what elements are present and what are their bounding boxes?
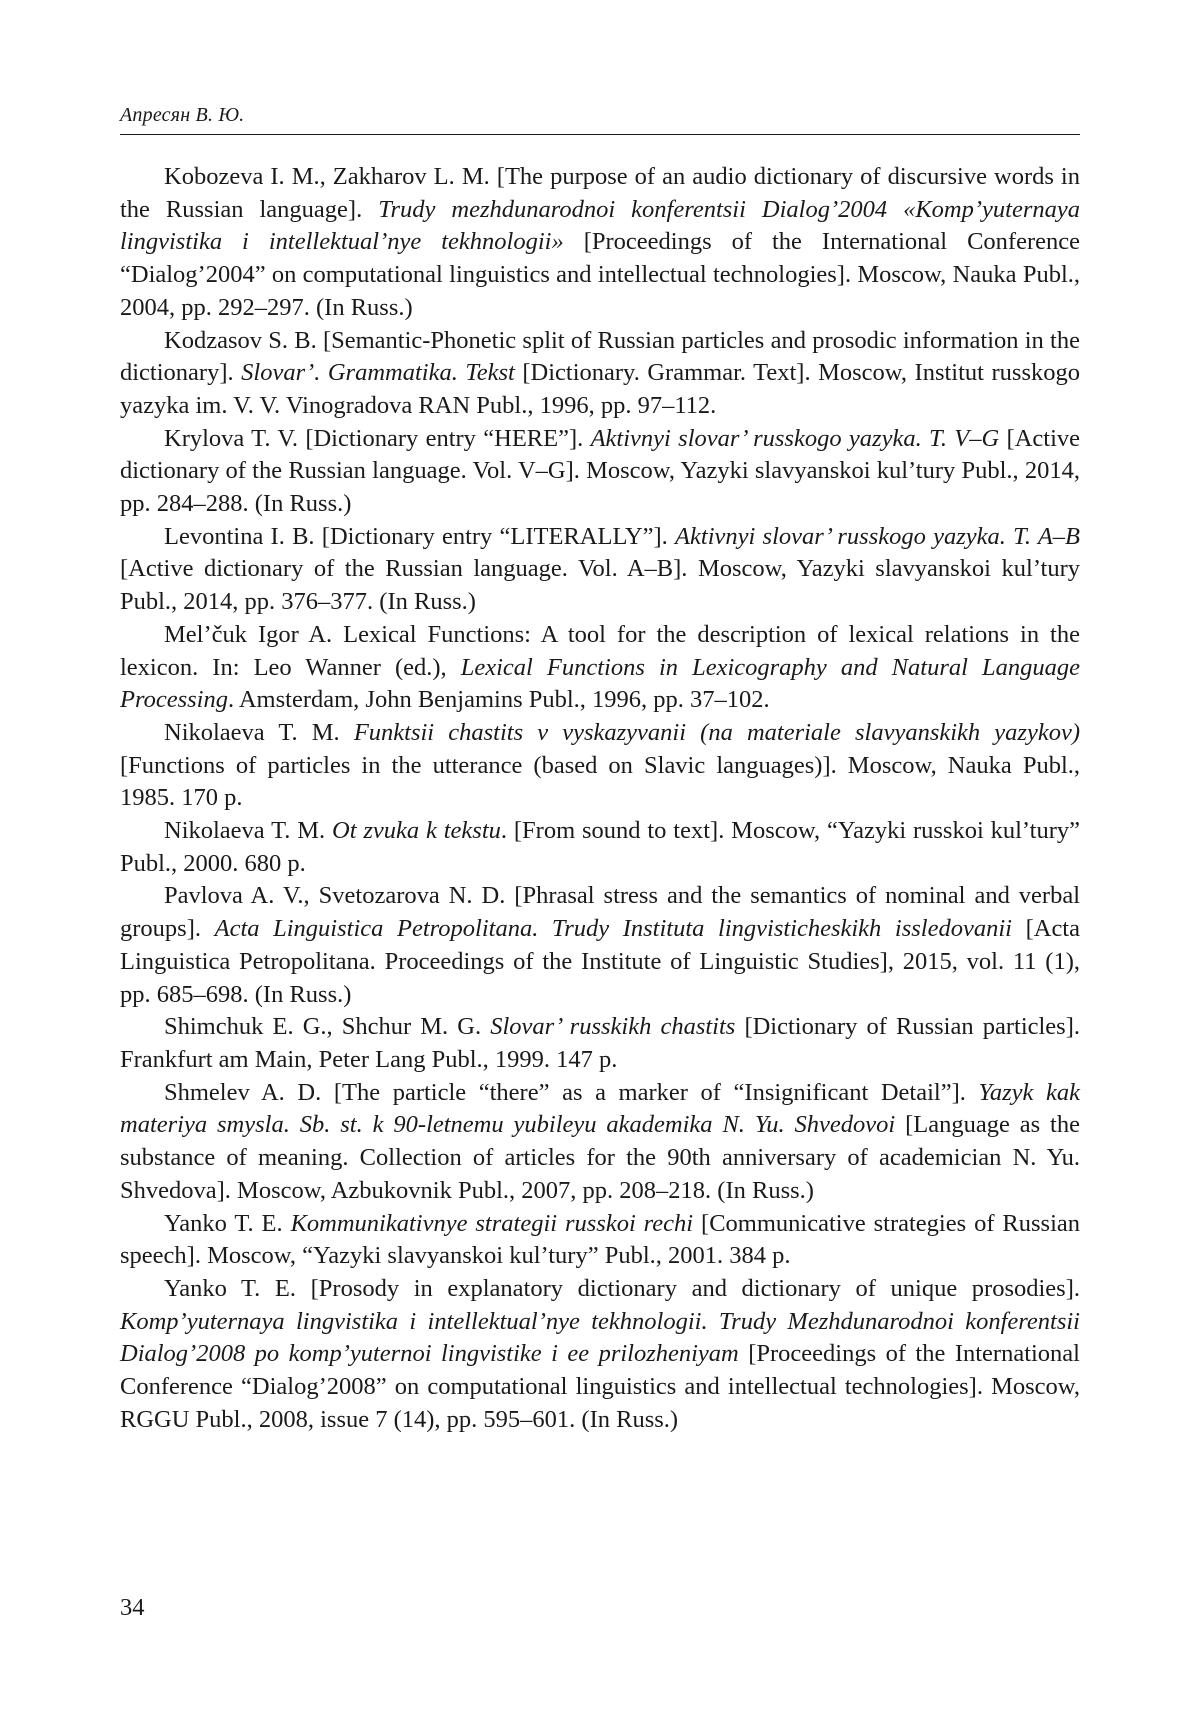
ref-text: [The purpose of an audio dictionary of discursive words in the Russian language]. [120, 163, 1080, 223]
ref-text: [Phrasal stress and the semantics of nominal and verbal groups]. [120, 882, 1081, 943]
ref-details: [Proceedings of the International Conference “Dialog’2008” on computational linguistics and intellectual technologies]. Moscow, RGGU Publ., 2008, issue 7 (14), pp. 595–601. (In Russ.) [120, 1340, 1080, 1433]
reference-entry [120, 161, 1080, 325]
reference-entry [120, 423, 1080, 521]
ref-source-title: Ot zvuka k tekstu [332, 817, 501, 845]
reference-entry [120, 1273, 1080, 1437]
ref-details: [Functions of particles in the utterance (based on Slavic languages)]. Moscow, Nauka Publ., 1985. 170 p. [120, 751, 1080, 812]
ref-text: Lexical Functions: A tool for the description of lexical relations in the lexicon. In: Leo Wanner (ed.), [120, 620, 1080, 681]
ref-authors: Shimchuk E. G., Shchur M. G. [164, 1013, 491, 1041]
ref-source-title: Slovar’ russkikh chastits [490, 1013, 736, 1041]
ref-authors: Nikolaeva T. M. [164, 817, 332, 845]
ref-details: [Proceedings of the International Conference “Dialog’2004” on computational linguistics and intellectual technologies]. Moscow, Nauka Publ., 2004, pp. 292–297. (In Russ.) [120, 228, 1080, 321]
page-number: 34 [120, 1594, 145, 1621]
ref-source-title: Yazyk kak materiya smysla. Sb. st. k 90-letnemu yubileyu akademika N. Yu. Shvedovoi [120, 1078, 1080, 1139]
ref-text: [The particle “there” as a marker of “Insignificant Detail”]. [333, 1078, 979, 1106]
ref-source-title: Slovar’. Grammatika. Tekst [241, 359, 515, 387]
ref-authors: Mel’čuk Igor A. [164, 620, 344, 648]
ref-source-title: Trudy mezhdunarodnoi konferentsii Dialog’2004 «Komp’yuternaya lingvistika i intellektual’nye tekhnologii» [120, 195, 1080, 256]
ref-authors: Krylova T. V. [164, 424, 306, 452]
ref-authors: Shmelev A. D. [164, 1078, 334, 1106]
ref-source-title: Acta Linguistica Petropolitana. Trudy Instituta lingvisticheskikh issledovanii [214, 915, 1012, 943]
reference-entry [120, 1077, 1080, 1208]
ref-details: [Active dictionary of the Russian language. Vol. V–G]. Moscow, Yazyki slavyanskoi kul’tury Publ., 2014, pp. 284–288. (In Russ.) [120, 424, 1080, 518]
ref-text: [Dictionary entry “LITERALLY”]. [321, 522, 676, 550]
ref-source-title: Lexical Functions in Lexicography and Natural Language Processing [120, 653, 1080, 714]
ref-details: . [From sound to text]. Moscow, “Yazyki russkoi kul’tury” Publ., 2000. 680 p. [120, 817, 1080, 877]
reference-entry [120, 717, 1080, 815]
ref-details: [Acta Linguistica Petropolitana. Proceedings of the Institute of Linguistic Studies], 2015, vol. 11 (1), pp. 685–698. (In Russ.) [120, 915, 1080, 1008]
ref-details: [Active dictionary of the Russian language. Vol. A–B]. Moscow, Yazyki slavyanskoi kul’tury Publ., 2014, pp. 376–377. (In Russ.) [120, 555, 1080, 616]
ref-source-title: Funktsii chastits v vyskazyvanii (na materiale slavyanskikh yazykov) [353, 718, 1080, 746]
ref-authors: Kobozeva I. M., Zakharov L. M. [164, 163, 497, 190]
reference-entry [120, 1208, 1080, 1273]
ref-source-title: Aktivnyi slovar’ russkogo yazyka. T. V–G [590, 424, 1000, 452]
reference-list [120, 161, 1080, 1436]
ref-authors: Levontina I. B. [164, 522, 322, 550]
reference-entry [120, 619, 1080, 717]
ref-authors: Pavlova A. V., Svetozarova N. D. [164, 882, 515, 910]
reference-entry [120, 815, 1080, 880]
ref-text: [Semantic-Phonetic split of Russian particles and prosodic information in the dictionary]. [120, 326, 1080, 387]
ref-details: [Language as the substance of meaning. Collection of articles for the 90th anniversary of academician N. Yu. Shvedova]. Moscow, Azbukovnik Publ., 2007, pp. 208–218. (In Russ.) [120, 1111, 1080, 1204]
ref-details: [Dictionary. Grammar. Text]. Moscow, Institut russkogo yazyka im. V. V. Vinogradova RAN Publ., 1996, pp. 97–112. [120, 359, 1080, 419]
reference-entry [120, 521, 1080, 619]
ref-source-title: Aktivnyi slovar’ russkogo yazyka. T. A–B [675, 522, 1080, 550]
ref-authors: Yanko T. E. [164, 1274, 311, 1302]
ref-source-title: Kommunikativnye strategii russkoi rechi [290, 1209, 694, 1237]
ref-authors: Nikolaeva T. M. [164, 718, 354, 746]
ref-details: . Amsterdam, John Benjamins Publ., 1996, pp. 37–102. [227, 686, 770, 714]
reference-entry [120, 880, 1080, 1011]
ref-details: [Communicative strategies of Russian speech]. Moscow, “Yazyki slavyanskoi kul’tury” Publ., 2001. 384 p. [120, 1209, 1080, 1270]
running-head: Апресян В. Ю. [120, 104, 245, 126]
ref-source-title: Komp’yuternaya lingvistika i intellektual’nye tekhnologii. Trudy Mezhdunarodnoi konferentsii Dialog’2008 po komp’yuternoi lingvistike i ee prilozheniyam [120, 1307, 1080, 1368]
reference-entry [120, 325, 1080, 423]
header-rule [120, 134, 1080, 135]
reference-entry [120, 1011, 1080, 1076]
ref-authors: Kodzasov S. B. [164, 326, 323, 354]
ref-text: [Dictionary entry “HERE”]. [305, 424, 591, 452]
ref-details: [Dictionary of Russian particles]. Frankfurt am Main, Peter Lang Publ., 1999. 147 p. [120, 1013, 1080, 1073]
ref-authors: Yanko T. E. [164, 1209, 291, 1237]
ref-text: [Prosody in explanatory dictionary and dictionary of unique prosodies]. [310, 1274, 1080, 1302]
